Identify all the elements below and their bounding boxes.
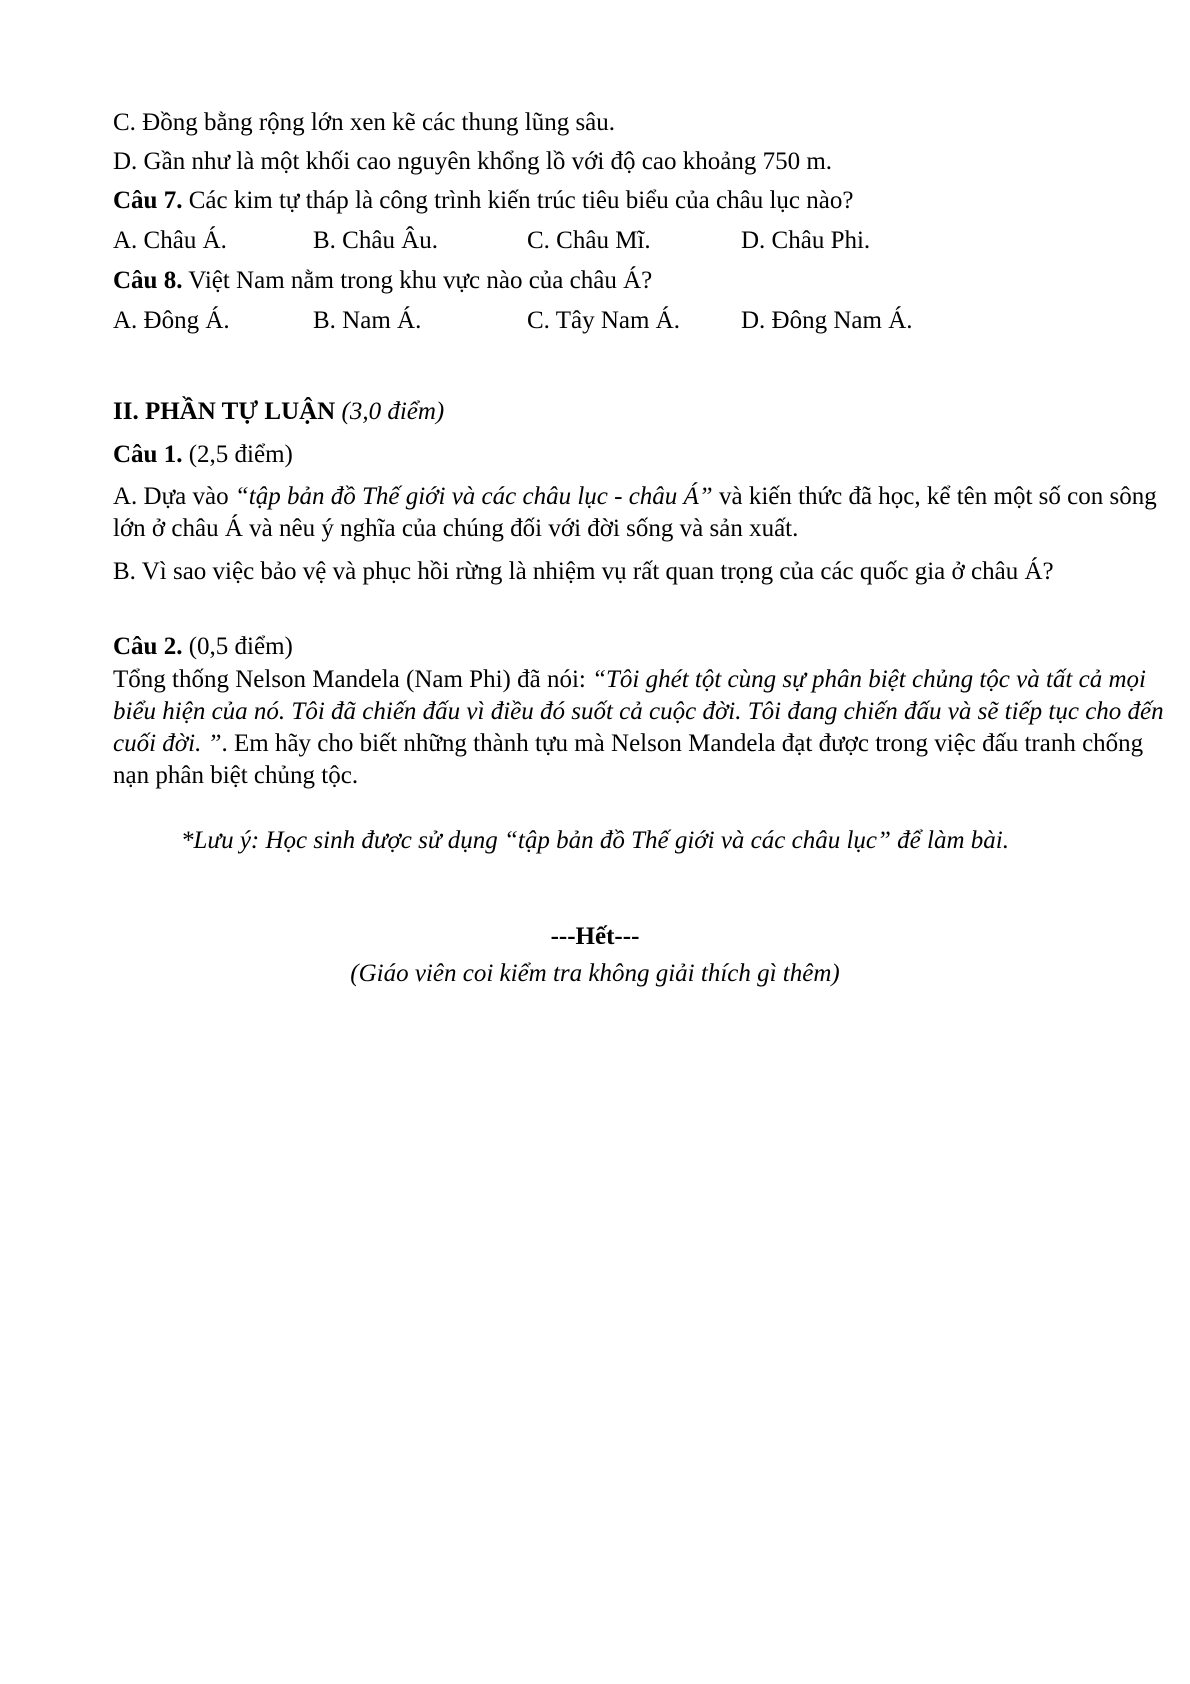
essay1-points: (2,5 điểm): [182, 441, 293, 468]
essay2-heading: [113, 632, 293, 662]
section2-heading: [113, 397, 444, 427]
section2-title: II. PHẦN TỰ LUẬN: [113, 398, 336, 425]
essay1-label: Câu 1.: [113, 441, 183, 468]
q7-option-c: C. Châu Mĩ.: [527, 227, 651, 254]
essay2-points: (0,5 điểm): [182, 633, 293, 660]
essay2-body: [113, 664, 1165, 792]
q7-text: Các kim tự tháp là công trình kiến trúc tiêu biểu của châu lục nào?: [182, 187, 854, 214]
essay2-quote: “Tôi ghét tột cùng sự phân biệt chủng tộc và tất cả mọi biểu hiện của nó. Tôi đã chiến đấu vì điều đó suốt cả cuộc đời. Tôi đang chiến đấu và sẽ tiếp tục cho đến cuối đời. ”: [113, 666, 1164, 757]
q7-label: Câu 7.: [113, 187, 183, 214]
q7-question: [113, 186, 853, 216]
essay2-label: Câu 2.: [113, 633, 183, 660]
footer-note: (Giáo viên coi kiểm tra không giải thích gì thêm): [350, 960, 840, 987]
q7-option-a: A. Châu Á.: [113, 227, 227, 254]
q8-question: [113, 266, 652, 296]
q8-option-c: C. Tây Nam Á.: [527, 307, 680, 334]
q8-text: Việt Nam nằm trong khu vực nào của châu Á?: [182, 267, 653, 294]
usage-note: *Lưu ý: Học sinh được sử dụng “tập bản đồ Thế giới và các châu lục” để làm bài.: [181, 827, 1009, 854]
section2-points: (3,0 điểm): [335, 398, 445, 425]
q8-label: Câu 8.: [113, 267, 183, 294]
q8-option-b: B. Nam Á.: [313, 307, 422, 334]
essay1-a-suffix: và kiến thức đã học, kể tên một số con sông lớn ở châu Á và nêu ý nghĩa của chúng đối với đời sống và sản xuất.: [113, 483, 1157, 542]
essay1-a-prefix: A. Dựa vào: [113, 483, 235, 510]
essay2-prefix: Tổng thống Nelson Mandela (Nam Phi) đã nói:: [113, 666, 593, 693]
essay1-heading: [113, 440, 293, 470]
essay2-suffix: . Em hãy cho biết những thành tựu mà Nelson Mandela đạt được trong việc đấu tranh chống nạn phân biệt chủng tộc.: [113, 730, 1144, 789]
q7-option-b: B. Châu Âu.: [313, 227, 438, 254]
essay1-part-a: [113, 481, 1165, 545]
q6-option-c: C. Đồng bằng rộng lớn xen kẽ các thung lũng sâu.: [113, 109, 616, 136]
essay1-part-b: B. Vì sao việc bảo vệ và phục hồi rừng là nhiệm vụ rất quan trọng của các quốc gia ở châu Á?: [113, 558, 1054, 585]
essay1-a-quote: “tập bản đồ Thế giới và các châu lục - châu Á”: [234, 483, 713, 510]
q8-option-a: A. Đông Á.: [113, 307, 230, 334]
q8-option-d: D. Đông Nam Á.: [741, 307, 913, 334]
end-mark: ---Hết---: [550, 923, 640, 950]
q7-option-d: D. Châu Phi.: [741, 227, 871, 254]
q6-option-d: D. Gần như là một khối cao nguyên khổng lồ với độ cao khoảng 750 m.: [113, 148, 833, 175]
